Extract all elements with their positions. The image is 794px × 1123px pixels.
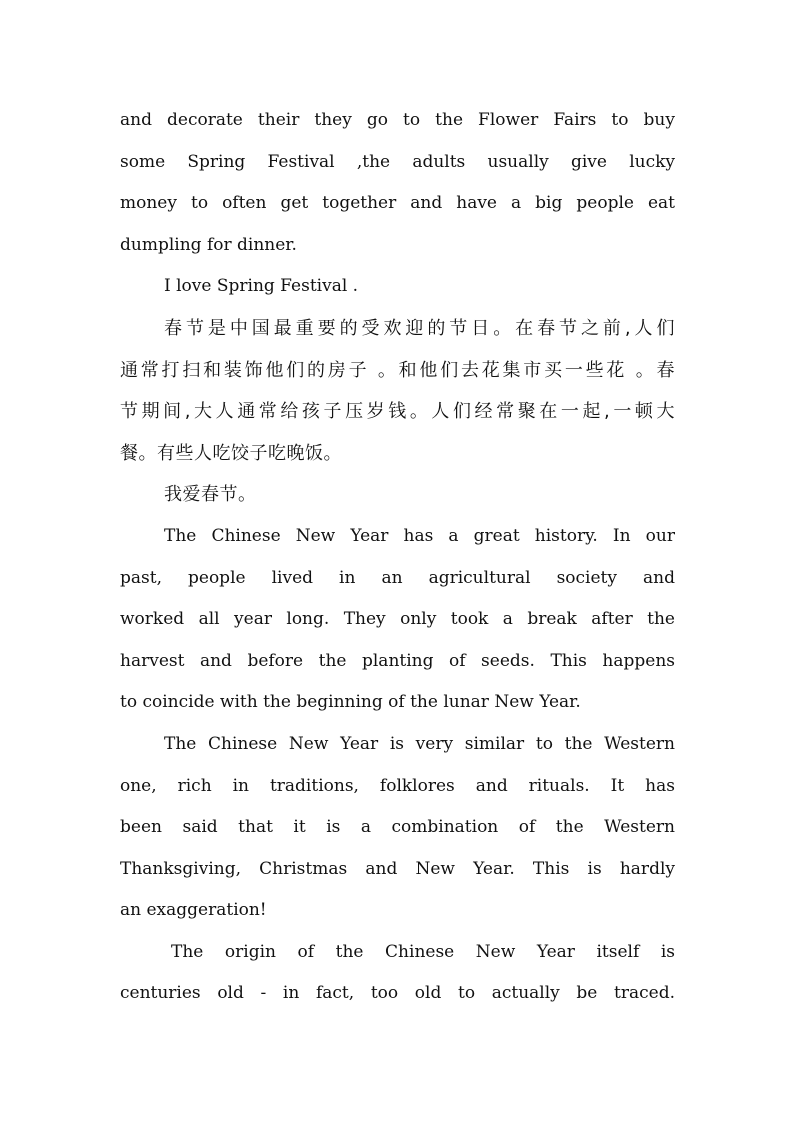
text-line: an exaggeration! (120, 900, 267, 921)
text-line: been said that it is a combination of the Western (120, 817, 675, 838)
paragraph-festival-en (120, 100, 675, 266)
text-line: 春节是中国最重要的受欢迎的节日。在春节之前,人们 (164, 317, 675, 339)
text-line: centuries old - in fact, too old to actually be traced. (120, 983, 675, 1004)
paragraph-love-zh (120, 474, 675, 516)
paragraph-love-en (120, 266, 675, 308)
text-line: to coincide with the beginning of the lunar New Year. (120, 692, 581, 713)
paragraph-western-comparison (120, 724, 675, 932)
text-line: one, rich in traditions, folklores and rituals. It has (120, 775, 675, 796)
text-line: The Chinese New Year is very similar to the Western (164, 733, 675, 754)
text-line: some Spring Festival ,the adults usually give lucky (120, 151, 675, 172)
document-page (120, 100, 675, 1015)
text-line: Thanksgiving, Christmas and New Year. This is hardly (120, 858, 675, 879)
paragraph-history (120, 516, 675, 724)
paragraph-festival-zh (120, 308, 675, 474)
text-line: worked all year long. They only took a break after the (120, 609, 675, 630)
text-line: past, people lived in an agricultural society and (120, 567, 675, 588)
text-line: and decorate their they go to the Flower Fairs to buy (120, 110, 675, 130)
text-line: harvest and before the planting of seeds. This happens (120, 650, 675, 671)
text-line: dumpling for dinner. (120, 234, 297, 255)
paragraph-origin (120, 932, 675, 1015)
text-line: 餐。有些人吃饺子吃晚饭。 (120, 442, 342, 464)
text-line: 通常打扫和装饰他们的房子 。和他们去花集市买一些花 。春 (120, 359, 675, 381)
text-line: The origin of the Chinese New Year itself is (171, 941, 675, 962)
text-line: 我爱春节。 (164, 484, 257, 506)
text-line: 节期间,大人通常给孩子压岁钱。人们经常聚在一起,一顿大 (120, 401, 675, 423)
text-line: I love Spring Festival . (164, 276, 359, 297)
text-line: money to often get together and have a big people eat (120, 193, 675, 214)
text-line: The Chinese New Year has a great history. In our (164, 525, 675, 546)
